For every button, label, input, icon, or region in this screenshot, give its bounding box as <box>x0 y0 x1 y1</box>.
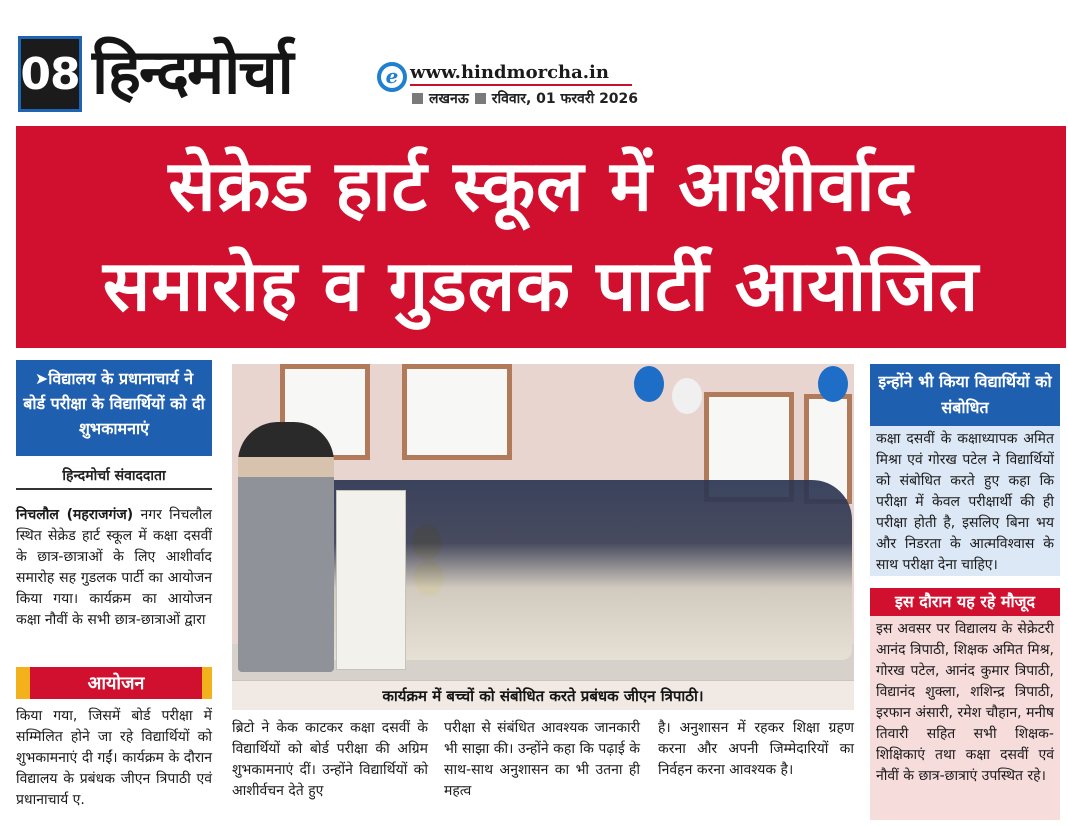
photo-window <box>402 364 512 460</box>
story-column-1 <box>16 505 212 631</box>
dateline <box>412 89 638 108</box>
masthead-rule <box>410 84 632 86</box>
photo-caption: कार्यक्रम में बच्चों को संबोधित करते प्रबंधक जीएन त्रिपाठी। <box>232 680 854 710</box>
sidebar-1-heading: इन्होंने भी किया विद्यार्थियों को संबोधित <box>870 364 1060 426</box>
dateline-date: रविवार, 01 फरवरी 2026 <box>491 91 639 107</box>
story-column-3: परीक्षा से संबंधित आवश्यक जानकारी भी साझा की। उन्होंने कहा कि पढ़ाई के साथ-साथ अनुशासन का भी उतना ही महत्व <box>444 720 640 799</box>
byline: हिन्दमोर्चा संवाददाता <box>16 466 212 490</box>
headline-line-1: सेक्रेड हार्ट स्कूल में आशीर्वाद <box>168 145 914 227</box>
square-bullet-icon <box>475 93 486 104</box>
balloon <box>672 378 702 414</box>
sidebar-1-body: कक्षा दसवीं के कक्षाध्यापक अमित मिश्रा एवं गोरख पटेल ने विद्यार्थियों को संबोधित करते हुए कहा कि परीक्षा में केवल परीक्षार्थी की ही परीक्षा होती है, इसलिए बिना भय और निडरता के आत्मविश्वास के साथ परीक्षा देना चाहिए। <box>870 426 1060 576</box>
dateline-city: लखनऊ <box>429 91 469 107</box>
podium <box>336 490 406 670</box>
story-dateline: निचलौल (महराजगंज) <box>16 507 134 523</box>
balloon <box>634 366 664 402</box>
newspaper-brand: हिन्दमोर्चा <box>92 35 292 108</box>
story-column-4: है। अनुशासन में रहकर शिक्षा ग्रहण करना और अपनी जिम्मेदारियों का निर्वहन करना आवश्यक है। <box>658 720 854 778</box>
story-para-1: नगर निचलौल स्थित सेक्रेड हार्ट स्कूल में कक्षा दसवीं के छात्र-छात्राओं के लिए आशीर्वाद समारोह सह गुडलक पार्टी का आयोजन किया गया। कार्यक्रम का आयोजन कक्षा नौवीं के सभी छात्र-छात्राओं द्वारा <box>16 507 212 628</box>
headline-banner <box>16 126 1066 348</box>
story-column-2: ब्रिटो ने केक काटकर कक्षा दसवीं के विद्यार्थियों को बोर्ड परीक्षा की अग्रिम शुभकामनाएं दीं। उन्होंने विद्यार्थियों को आशीर्वचन देते हुए <box>232 720 428 799</box>
balloon <box>818 366 848 402</box>
page-number: 08 <box>18 36 82 112</box>
story-para-2: किया गया, जिसमें बोर्ड परीक्षा में सम्मिलित होने जा रहे विद्यार्थियों को शुभकामनाएं दी गईं। कार्यक्रम के दौरान विद्यालय के प्रबंधक जीएन त्रिपाठी एवं प्रधानाचार्य ए. <box>16 708 212 808</box>
sidebar-2-heading: इस दौरान यह रहे मौजूद <box>870 588 1060 616</box>
headline-line-2: समारोह व गुडलक पार्टी आयोजित <box>102 245 980 327</box>
story-subhead: आयोजन <box>16 667 212 699</box>
arrow-icon: ➤ <box>34 369 49 388</box>
sidebar-2-body: इस अवसर पर विद्यालय के सेक्रेटरी आनंद त्रिपाठी, शिक्षक अमित मिश्र, गोरख पटेल, आनंद कुमार त्रिपाठी, विद्यानंद शुक्ला, शशिन्द्र त्रिपाठी, इरफान अंसारी, रमेश चौहान, मनीष तिवारी सहित सभी शिक्षक-शिक्षिकाएं तथा कक्षा दसवीं एवं नौवीं के छात्र-छात्राएं उपस्थित रहे। <box>870 616 1060 820</box>
square-bullet-icon <box>412 93 423 104</box>
website-link[interactable]: www.hindmorcha.in <box>410 62 609 83</box>
event-photo <box>232 364 854 710</box>
kicker-box <box>16 360 212 456</box>
kicker-text: विद्यालय के प्रधानाचार्य ने बोर्ड परीक्षा के विद्यार्थियों को दी शुभकामनाएं <box>23 369 205 438</box>
internet-explorer-e-icon: e <box>377 62 407 92</box>
speaker-figure <box>238 422 334 672</box>
